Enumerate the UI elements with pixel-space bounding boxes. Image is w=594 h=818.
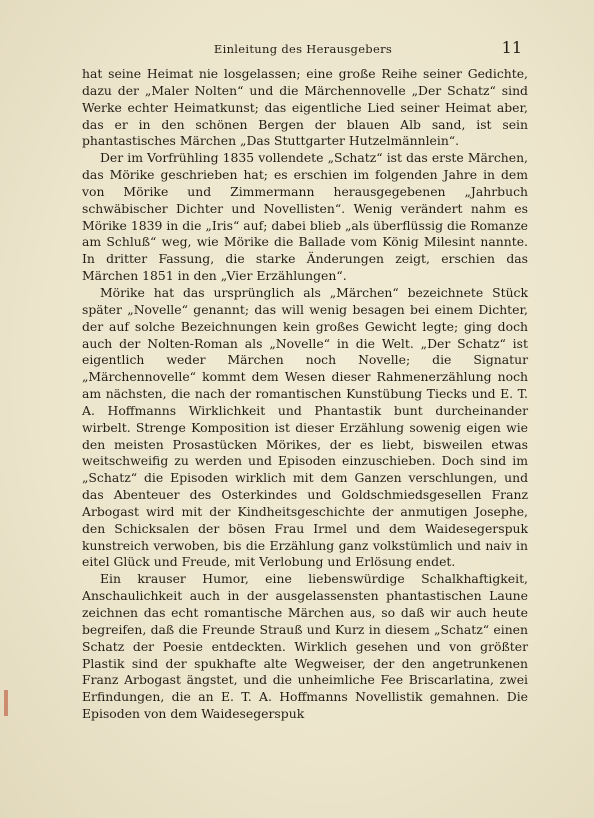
paragraph-4: Ein krauser Humor, eine liebenswürdige Schalkhaftigkeit, Anschaulichkeit auch in der ausgelassensten phantastischen Laune zeichnen das echt romantische Märchen aus, so daß wir auch heute begreifen, daß die Freunde Strauß und Kurz in diesem „Schatz“ einen Schatz der Poesie entdeckten. Wirklich gesehen und von größter Plastik sind der spukhafte alte Wegweiser, der den angetrunkenen Franz Arbogast ängstet, und die unheimliche Fee Briscarlatina, zwei Erfindungen, die an E. T. A. Hoffmanns Novellistik gemahnen. Die Episoden von dem Waidesegerspuk xyxy=(82,571,528,722)
page-number: 11 xyxy=(501,38,522,57)
body-text xyxy=(82,66,528,723)
paragraph-2: Der im Vorfrühling 1835 vollendete „Schatz“ ist das erste Märchen, das Mörike geschrieben hat; es erschien im folgenden Jahre in dem von Mörike und Zimmermann herausgegebenen „Jahrbuch schwäbischer Dichter und Novellisten“. Wenig verändert nahm es Mörike 1839 in die „Iris“ auf; dabei blieb „als überflüssig die Romanze am Schluß“ weg, wie Mörike die Ballade vom König Milesint nannte. In dritter Fassung, die starke Änderungen zeigt, erschien das Märchen 1851 in den „Vier Erzählungen“. xyxy=(82,150,528,284)
page-edge-mark xyxy=(4,690,8,716)
paragraph-3: Mörike hat das ursprünglich als „Märchen“ bezeichnete Stück später „Novelle“ genannt; das will wenig besagen bei einem Dichter, der auf solche Bezeichnungen kein großes Gewicht legte; ging doch auch der Nolten-Roman als „Novelle“ in die Welt. „Der Schatz“ ist eigentlich weder Märchen noch Novelle; die Signatur „Märchennovelle“ kommt dem Wesen dieser Rahmenerzählung noch am nächsten, die nach der romantischen Kunstübung Tiecks und E. T. A. Hoffmanns Wirklichkeit und Phantastik bunt durcheinander wirbelt. Strenge Komposition ist dieser Erzählung sowenig eigen wie den meisten Prosastücken Mörikes, der es liebt, bisweilen etwas weitschweifig zu werden und Episoden einzuschieben. Doch sind im „Schatz“ die Episoden wirklich mit dem Ganzen verschlungen, und das Abenteuer des Osterkindes und Goldschmiedsgesellen Franz Arbogast wird mit der Kindheitsgeschichte der anmutigen Josephe, den Schicksalen der bösen Frau Irmel und dem Waidesegerspuk kunstreich verwoben, bis die Erzählung ganz volkstümlich und naiv in eitel Glück und Freude, mit Verlobung und Erlösung endet. xyxy=(82,284,528,570)
paragraph-1: hat seine Heimat nie losgelassen; eine große Reihe seiner Gedichte, dazu der „Maler Nolten“ und die Märchennovelle „Der Schatz“ sind Werke echter Heimatkunst; das eigentliche Lied seiner Heimat aber, das er in den schönen Bergen der blauen Alb sand, ist sein phantastisches Märchen „Das Stuttgarter Hutzelmännlein“. xyxy=(82,66,528,149)
running-title: Einleitung des Herausgebers xyxy=(213,42,393,56)
page-header xyxy=(82,38,524,60)
